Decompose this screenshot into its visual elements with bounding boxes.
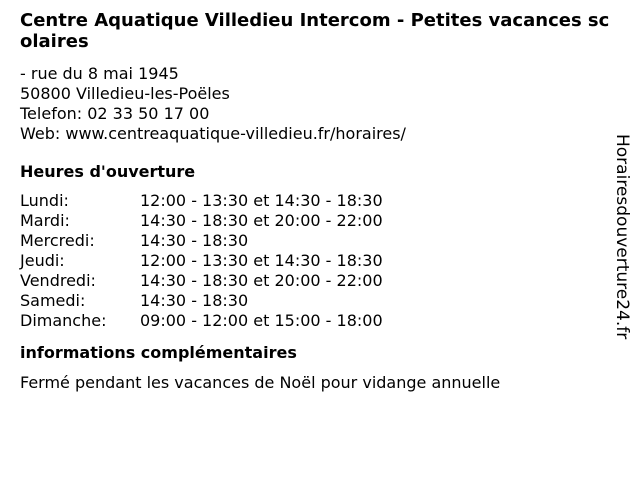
hours-day: Dimanche: xyxy=(20,311,107,330)
hours-table xyxy=(20,191,620,331)
page-content xyxy=(20,10,620,393)
address-phone: Telefon: 02 33 50 17 00 xyxy=(20,104,210,123)
info-text: Fermé pendant les vacances de Noël pour vidange annuelle xyxy=(20,373,501,392)
hours-day: Mercredi: xyxy=(20,231,95,250)
info-heading: informations complémentaires xyxy=(20,343,297,362)
address-web: Web: www.centreaquatique-villedieu.fr/horaires/ xyxy=(20,124,406,143)
hours-time: 14:30 - 18:30 et 20:00 - 22:00 xyxy=(140,271,383,290)
hours-time: 12:00 - 13:30 et 14:30 - 18:30 xyxy=(140,191,383,210)
page-title: Centre Aquatique Villedieu Intercom - Petites vacances scolaires xyxy=(20,10,610,52)
address-block xyxy=(20,64,620,144)
hours-time: 09:00 - 12:00 et 15:00 - 18:00 xyxy=(140,311,383,330)
hours-row-mercredi xyxy=(20,231,620,251)
address-city: 50800 Villedieu-les-Poëles xyxy=(20,84,230,103)
hours-day: Lundi: xyxy=(20,191,69,210)
hours-time: 14:30 - 18:30 et 20:00 - 22:00 xyxy=(140,211,383,230)
hours-day: Vendredi: xyxy=(20,271,96,290)
hours-heading: Heures d'ouverture xyxy=(20,162,196,181)
hours-day: Samedi: xyxy=(20,291,86,310)
hours-time: 14:30 - 18:30 xyxy=(140,231,249,250)
hours-row-lundi xyxy=(20,191,620,211)
hours-row-jeudi xyxy=(20,251,620,271)
hours-row-dimanche xyxy=(20,311,620,331)
hours-time: 14:30 - 18:30 xyxy=(140,291,249,310)
hours-day: Mardi: xyxy=(20,211,70,230)
hours-row-vendredi xyxy=(20,271,620,291)
site-watermark: Horairesdouverture24.fr xyxy=(612,134,632,340)
hours-row-samedi xyxy=(20,291,620,311)
hours-time: 12:00 - 13:30 et 14:30 - 18:30 xyxy=(140,251,383,270)
address-street: - rue du 8 mai 1945 xyxy=(20,64,179,83)
hours-row-mardi xyxy=(20,211,620,231)
hours-day: Jeudi: xyxy=(20,251,65,270)
